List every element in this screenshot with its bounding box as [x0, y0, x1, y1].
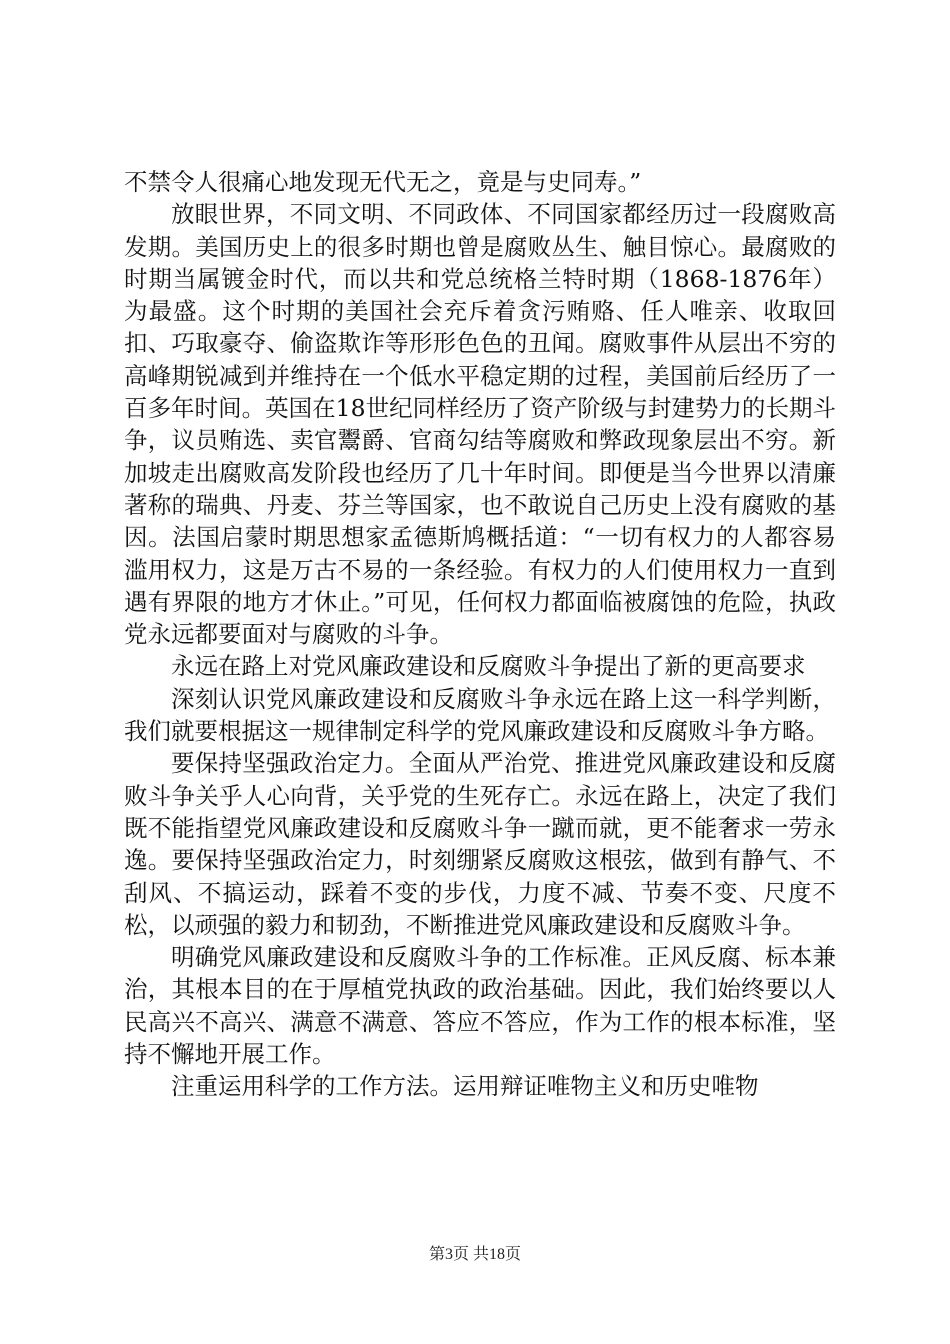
paragraph: 深刻认识党风廉政建设和反腐败斗争永远在路上这一科学判断，我们就要根据这一规律制定科学的党风廉政建设和反腐败斗争方略。 [124, 684, 836, 746]
paragraph: 不禁令人很痛心地发现无代无之，竟是与史同寿。” [124, 168, 642, 196]
paragraph: 放眼世界，不同文明、不同政体、不同国家都经历过一段腐败高发期。美国历史上的很多时期也曾是腐败丛生、触目惊心。最腐败的时期当属镀金时代，而以共和党总统格兰特时期（1868-1876年）为最盛。这个时期的美国社会充斥着贪污贿赂、任人唯亲、收取回扣、巧取豪夺、偷盗欺诈等形形色色的丑闻。腐败事件从层出不穷的高峰期锐减到并维持在一个低水平稳定期的过程，美国前后经历了一百多年时间。英国在18世纪同样经历了资产阶级与封建势力的长期斗争，议员贿选、卖官鬻爵、官商勾结等腐败和弊政现象层出不穷。新加坡走出腐败高发阶段也经历了几十年时间。即便是当今世界以清廉著称的瑞典、丹麦、芬兰等国家，也不敢说自己历史上没有腐败的基因。法国启蒙时期思想家孟德斯鸠概括道：“一切有权力的人都容易滥用权力，这是万古不易的一条经验。有权力的人们使用权力一直到遇有界限的地方才休止。”可见，任何权力都面临被腐蚀的危险，执政党永远都要面对与腐败的斗争。 [124, 200, 836, 649]
paragraph: 明确党风廉政建设和反腐败斗争的工作标准。正风反腐、标本兼治，其根本目的在于厚植党执政的政治基础。因此，我们始终要以人民高兴不高兴、满意不满意、答应不答应，作为工作的根本标准，坚持不懈地开展工作。 [124, 943, 836, 1069]
section-heading: 永远在路上对党风廉政建设和反腐败斗争提出了新的更高要求 [171, 652, 806, 681]
paragraph: 注重运用科学的工作方法。运用辩证唯物主义和历史唯物 [171, 1072, 759, 1101]
document-body [124, 166, 836, 1103]
paragraph: 要保持坚强政治定力。全面从严治党、推进党风廉政建设和反腐败斗争关乎人心向背，关乎党的生死存亡。永远在路上，决定了我们既不能指望党风廉政建设和反腐败斗争一蹴而就，更不能奢求一劳永逸。要保持坚强政治定力，时刻绷紧反腐败这根弦，做到有静气、不刮风、不搞运动，踩着不变的步伐，力度不减、节奏不变、尺度不松，以顽强的毅力和韧劲，不断推进党风廉政建设和反腐败斗争。 [124, 749, 836, 939]
page-number-footer: 第3页 共18页 [428, 1246, 521, 1263]
